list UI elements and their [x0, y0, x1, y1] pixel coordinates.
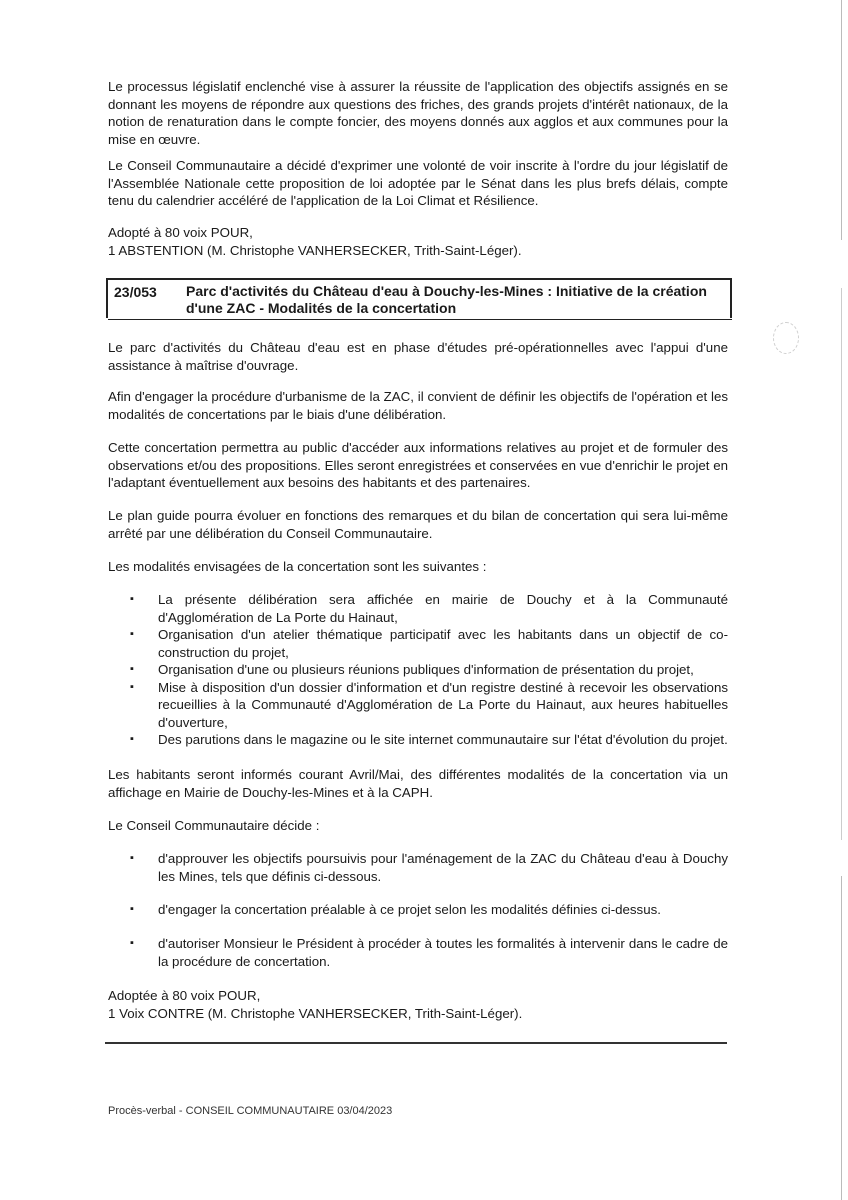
paragraph-text: Afin d'engager la procédure d'urbanisme de la ZAC, il convient de définir les objectifs de l'opération et les modalités de concertations par le biais d'une délibération. — [108, 389, 728, 422]
scan-edge-line — [841, 0, 842, 1200]
vote-line: Adoptée à 80 voix POUR, — [108, 988, 261, 1003]
paragraph-council-decides — [108, 817, 728, 835]
deliberation-header-box — [106, 278, 732, 318]
paragraph-information-habitants — [108, 766, 728, 801]
list-item: ▪ d'approuver les objectifs poursuivis pour l'aménagement de la ZAC du Château d'eau à Douchy les Mines, tels que définis ci-dessous. — [108, 850, 728, 885]
list-item: ▪ La présente délibération sera affichée en mairie de Douchy et à la Communauté d'Agglomération de La Porte du Hainaut, — [108, 591, 728, 626]
vote-line: Adopté à 80 voix POUR, — [108, 225, 253, 240]
paragraph-text: Le parc d'activités du Château d'eau est en phase d'études pré-opérationnelles avec l'appui d'une assistance à maîtrise d'ouvrage. — [108, 340, 728, 373]
paragraph-text: Les habitants seront informés courant Avril/Mai, des différentes modalités de la concertation via un affichage en Mairie de Douchy-les-Mines et à la CAPH. — [108, 767, 728, 800]
paragraph-concertation-purpose — [108, 439, 728, 492]
list-item: ▪ Organisation d'un atelier thématique participatif avec les habitants dans un objectif de co-construction du projet, — [108, 626, 728, 661]
decisions-list — [108, 850, 728, 885]
paragraph-text: Les modalités envisagées de la concertation sont les suivantes : — [108, 559, 487, 574]
paragraph-parc-status — [108, 339, 728, 374]
decision-item-1 — [108, 850, 728, 885]
paragraph-text: Cette concertation permettra au public d'accéder aux informations relatives au projet et de formuler des observations et/ou des propositions. Elles seront enregistrées et conservées en vue d'enrichir le projet en l'adaptant éventuellement aux besoins des habitants et des partenaires. — [108, 440, 728, 490]
list-item: ▪ Des parutions dans le magazine ou le site internet communautaire sur l'état d'évolution du projet. — [108, 731, 728, 749]
list-item: ▪ d'engager la concertation préalable à ce projet selon les modalités définies ci-dessus. — [108, 901, 728, 919]
vote-result-1 — [108, 224, 728, 259]
modalites-list — [108, 591, 728, 749]
paragraph-text: Le plan guide pourra évoluer en fonctions des remarques et du bilan de concertation qui sera lui-même arrêté par une délibération du Conseil Communautaire. — [108, 508, 728, 541]
list-item: ▪ Mise à disposition d'un dossier d'information et d'un registre destiné à recevoir les observations recueillies à la Communauté d'Agglomération de La Porte du Hainaut, aux heures habituelles d'ouverture, — [108, 679, 728, 732]
paragraph-legislative-process — [108, 78, 728, 148]
deliberation-number: 23/053 — [114, 284, 157, 300]
decision-item-3 — [108, 935, 728, 970]
vote-line: 1 ABSTENTION (M. Christophe VANHERSECKER, Trith-Saint-Léger). — [108, 242, 522, 258]
paragraph-modalites-intro — [108, 558, 728, 576]
vote-result-2 — [108, 987, 728, 1022]
paragraph-council-decision — [108, 157, 728, 210]
modalites-list-container — [108, 591, 728, 749]
deliberation-title: Parc d'activités du Château d'eau à Douchy-les-Mines : Initiative de la création d'une ZAC - Modalités de la concertation — [186, 283, 707, 316]
paragraph-text: Le Conseil Communautaire décide : — [108, 818, 320, 833]
scan-stamp-mark — [773, 322, 799, 354]
decision-item-2 — [108, 901, 728, 919]
paragraph-text: Le Conseil Communautaire a décidé d'exprimer une volonté de voir inscrite à l'ordre du jour législatif de l'Assemblée Nationale cette proposition de loi adoptée par le Sénat dans les plus brefs délais, compte tenu du calendrier accéléré de l'application de la Loi Climat et Résilience. — [108, 158, 728, 208]
vote-line: 1 Voix CONTRE (M. Christophe VANHERSECKER, Trith-Saint-Léger). — [108, 1005, 523, 1021]
paragraph-zac-procedure — [108, 388, 728, 423]
decisions-list — [108, 901, 728, 919]
paragraph-text: Le processus législatif enclenché vise à assurer la réussite de l'application des objectifs assignés en se donnant les moyens de répondre aux questions des friches, des grands projets d'intérêt nationaux, de la notion de renaturation dans le compte foncier, des moyens donnés aux agglos et aux communes pour la mise en œuvre. — [108, 79, 728, 147]
list-item: ▪ Organisation d'une ou plusieurs réunions publiques d'information de présentation du projet, — [108, 661, 728, 679]
decisions-list — [108, 935, 728, 970]
paragraph-plan-guide — [108, 507, 728, 542]
page-footer: Procès-verbal - CONSEIL COMMUNAUTAIRE 03/04/2023 — [108, 1105, 393, 1117]
list-item: ▪ d'autoriser Monsieur le Président à procéder à toutes les formalités à intervenir dans le cadre de la procédure de concertation. — [108, 935, 728, 970]
section-divider — [105, 1042, 727, 1044]
